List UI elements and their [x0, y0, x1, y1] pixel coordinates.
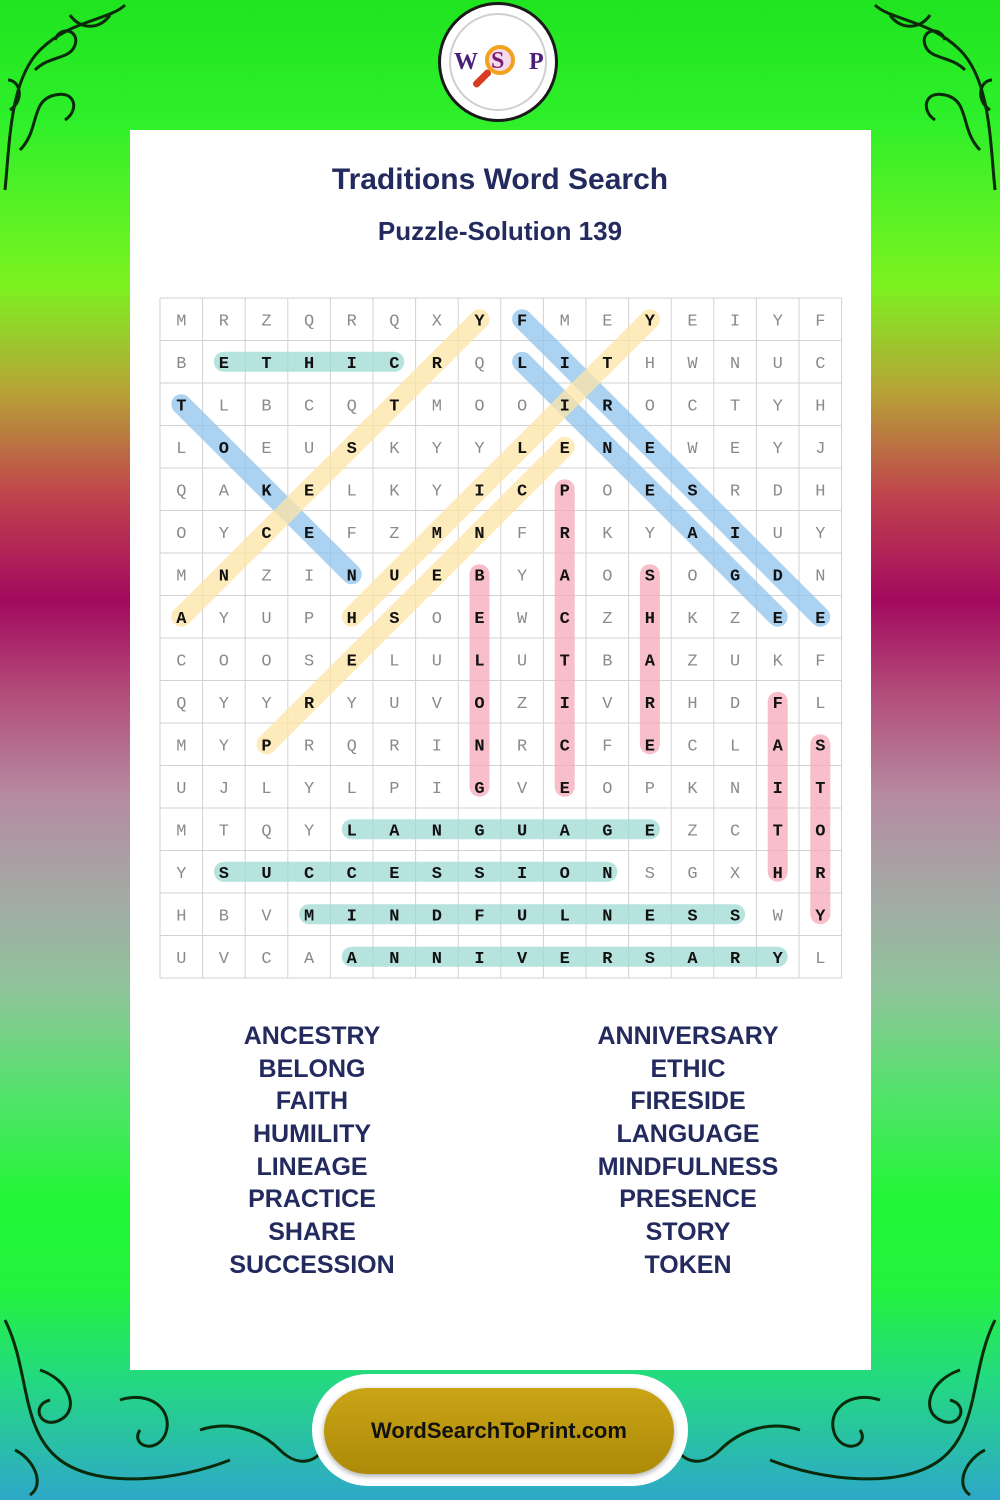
grid-letter: U	[261, 864, 272, 884]
grid-letter: T	[602, 354, 613, 374]
grid-letter: L	[729, 737, 741, 757]
grid-letter: Y	[815, 907, 826, 927]
grid-letter: O	[431, 609, 443, 629]
grid-letter: O	[815, 822, 826, 842]
grid-letter: L	[261, 779, 272, 799]
grid-letter: C	[687, 737, 698, 757]
grid-letter: I	[303, 567, 315, 587]
grid-letter: H	[815, 482, 826, 502]
grid-letter: K	[772, 652, 783, 672]
word-list-item: FIRESIDE	[630, 1087, 746, 1116]
grid-letter: L	[176, 439, 187, 459]
grid-letter: A	[772, 737, 783, 757]
grid-letter: E	[644, 907, 656, 927]
grid-letter: I	[474, 949, 485, 969]
grid-letter: C	[261, 949, 272, 969]
grid-letter: E	[815, 609, 826, 629]
grid-letter: N	[602, 864, 613, 884]
grid-letter: S	[687, 482, 698, 502]
site-link-button[interactable]: WordSearchToPrint.com	[324, 1388, 674, 1474]
grid-letter: S	[644, 567, 656, 587]
grid-letter: E	[218, 354, 230, 374]
grid-letter: D	[729, 694, 741, 714]
grid-letter: A	[687, 524, 698, 544]
grid-letter: C	[303, 397, 315, 417]
grid-letter: A	[176, 609, 187, 629]
grid-letter: I	[559, 694, 570, 714]
grid-letter: C	[729, 822, 741, 842]
grid-letter: O	[516, 397, 528, 417]
grid-letter: F	[516, 524, 528, 544]
grid-letter: R	[346, 312, 357, 332]
grid-letter: W	[772, 907, 783, 927]
grid-letter: X	[431, 312, 443, 332]
grid-letter: U	[516, 652, 528, 672]
grid-letter: A	[559, 822, 570, 842]
grid-letter: T	[176, 397, 187, 417]
grid-letter: G	[474, 822, 485, 842]
word-list-item: ANNIVERSARY	[597, 1022, 779, 1050]
grid-letter: P	[303, 609, 315, 629]
word-list-item: BELONG	[258, 1054, 366, 1083]
grid-letter: H	[176, 907, 187, 927]
grid-letter: O	[176, 524, 187, 544]
grid-letter: N	[602, 439, 613, 459]
grid-letter: I	[516, 864, 528, 884]
grid-letter: R	[602, 949, 613, 969]
grid-letter: E	[474, 609, 485, 629]
grid-letter: T	[772, 822, 783, 842]
grid-letter: E	[559, 439, 570, 459]
word-list-item: LANGUAGE	[616, 1120, 760, 1149]
grid-letter: P	[559, 482, 570, 502]
grid-letter: C	[516, 482, 528, 502]
grid-letter: Z	[261, 567, 272, 587]
grid-letter: E	[559, 779, 570, 799]
grid-letter: E	[303, 524, 315, 544]
grid-letter: U	[772, 524, 783, 544]
grid-letter: N	[218, 567, 230, 587]
grid-letter: U	[261, 609, 272, 629]
grid-letter: E	[303, 482, 315, 502]
grid-letter: R	[389, 737, 400, 757]
logo-letter-w: W	[454, 49, 478, 75]
grid-letter: C	[559, 737, 570, 757]
grid-letter: S	[729, 907, 741, 927]
grid-letter: S	[431, 864, 443, 884]
grid-letter: K	[389, 482, 400, 502]
grid-letter: H	[303, 354, 315, 374]
word-list-item: ANCESTRY	[243, 1022, 381, 1050]
grid-letter: L	[218, 397, 230, 417]
word-list-right	[538, 1020, 838, 1282]
grid-letter: I	[431, 737, 443, 757]
grid-letter: Z	[687, 652, 698, 672]
grid-letter: F	[346, 524, 357, 544]
grid-letter: R	[559, 524, 570, 544]
grid-letter: F	[815, 312, 826, 332]
grid-letter: L	[516, 439, 528, 459]
grid-letter: T	[559, 652, 570, 672]
grid-letter: V	[516, 949, 528, 969]
grid-letter: Y	[431, 482, 443, 502]
grid-letter: R	[644, 694, 656, 714]
grid-letter: R	[729, 482, 741, 502]
grid-letter: Y	[303, 779, 315, 799]
grid-letter: U	[729, 652, 741, 672]
grid-letter: S	[218, 864, 230, 884]
word-list-item: SHARE	[268, 1218, 356, 1247]
grid-letter: O	[559, 864, 570, 884]
grid-letter: S	[644, 864, 656, 884]
grid-letter: Y	[261, 694, 272, 714]
grid-letter: S	[474, 864, 485, 884]
grid-letter: P	[389, 779, 400, 799]
grid-letter: I	[729, 524, 741, 544]
grid-letter: M	[431, 524, 443, 544]
grid-letter: K	[261, 482, 272, 502]
grid-letter: N	[602, 907, 613, 927]
grid-letter: O	[218, 439, 230, 459]
grid-letter: Y	[431, 439, 443, 459]
word-list-item: HUMILITY	[252, 1120, 372, 1149]
grid-letter: Y	[772, 312, 783, 332]
grid-letter: Y	[772, 949, 783, 969]
grid-letter: C	[389, 354, 400, 374]
footer-badge	[312, 1374, 688, 1486]
grid-letter: M	[176, 737, 187, 757]
grid-letter: E	[389, 864, 400, 884]
grid-letter: Y	[516, 567, 528, 587]
grid-letter: Y	[346, 694, 357, 714]
grid-letter: Q	[303, 312, 315, 332]
grid-letter: L	[346, 822, 357, 842]
grid-letter: L	[516, 354, 528, 374]
word-list-item: SUCCESSION	[229, 1250, 395, 1279]
grid-letter: H	[815, 397, 826, 417]
grid-letter: F	[815, 652, 826, 672]
grid-letter: L	[389, 652, 400, 672]
grid-letter: O	[602, 482, 613, 502]
grid-letter: G	[602, 822, 613, 842]
grid-letter: I	[474, 482, 485, 502]
grid-letter: I	[559, 397, 570, 417]
grid-letter: M	[303, 907, 315, 927]
grid-letter: Q	[261, 822, 272, 842]
grid-letter: O	[474, 694, 485, 714]
grid-letter: Z	[261, 312, 272, 332]
grid-letter: Y	[474, 439, 485, 459]
grid-letter: Z	[687, 822, 698, 842]
grid-letter: Y	[218, 694, 230, 714]
grid-letter: U	[389, 694, 400, 714]
grid-letter: H	[346, 609, 357, 629]
grid-letter: I	[559, 354, 570, 374]
grid-letter: U	[176, 779, 187, 799]
grid-letter: Q	[346, 397, 357, 417]
grid-letter: O	[218, 652, 230, 672]
grid-letter: E	[644, 439, 656, 459]
grid-letter: K	[602, 524, 613, 544]
logo-letter-p: P	[529, 49, 544, 75]
grid-letter: B	[176, 354, 187, 374]
grid-letter: X	[729, 864, 741, 884]
grid-letter: R	[815, 864, 826, 884]
grid-letter: T	[389, 397, 400, 417]
grid-letter: N	[346, 567, 357, 587]
grid-letter: Q	[346, 737, 357, 757]
grid-letter: H	[644, 609, 656, 629]
grid-letter: C	[559, 609, 570, 629]
grid-letter: C	[261, 524, 272, 544]
grid-letter: S	[644, 949, 656, 969]
grid-letter: B	[261, 397, 272, 417]
grid-letter: Y	[218, 524, 230, 544]
grid-letter: E	[644, 737, 656, 757]
grid-letter: D	[431, 907, 443, 927]
grid-letter: L	[346, 779, 357, 799]
grid-letter: P	[644, 779, 656, 799]
grid-letter: N	[389, 907, 400, 927]
grid-letter: N	[389, 949, 400, 969]
grid-letter: A	[389, 822, 400, 842]
grid-letter: G	[687, 864, 698, 884]
grid-letter: V	[218, 949, 230, 969]
grid-letter: C	[176, 652, 187, 672]
grid-letter: E	[644, 822, 656, 842]
grid-letter: U	[389, 567, 400, 587]
grid-letter: L	[559, 907, 570, 927]
grid-letter: E	[261, 439, 272, 459]
grid-letter: Y	[644, 312, 656, 332]
grid-letter: C	[687, 397, 698, 417]
grid-letter: F	[474, 907, 485, 927]
grid-letter: C	[303, 864, 315, 884]
word-list-left	[162, 1020, 462, 1282]
grid-letter: Y	[176, 864, 187, 884]
grid-letter: V	[261, 907, 272, 927]
grid-letter: L	[474, 652, 485, 672]
grid-letter: E	[559, 949, 570, 969]
grid-letter: U	[516, 907, 528, 927]
grid-letter: E	[687, 312, 698, 332]
grid-letter: N	[431, 822, 443, 842]
grid-letter: T	[218, 822, 230, 842]
grid-letter: E	[602, 312, 613, 332]
grid-letter: E	[346, 652, 357, 672]
grid-letter: B	[474, 567, 485, 587]
word-list-item: TOKEN	[644, 1250, 732, 1279]
grid-letter: O	[261, 652, 272, 672]
grid-letter: Y	[772, 439, 783, 459]
grid-letter: A	[303, 949, 315, 969]
grid-letter: V	[516, 779, 528, 799]
grid-letter: I	[729, 312, 741, 332]
grid-letter: N	[474, 524, 485, 544]
grid-letter: Z	[389, 524, 400, 544]
grid-letter: E	[729, 439, 741, 459]
grid-letter: F	[516, 312, 528, 332]
grid-letter: G	[474, 779, 485, 799]
grid-letter: R	[303, 694, 315, 714]
grid-letter: Z	[602, 609, 613, 629]
grid-letter: Z	[729, 609, 741, 629]
grid-letter: Y	[218, 737, 230, 757]
grid-letter: A	[346, 949, 357, 969]
grid-letter: W	[687, 354, 698, 374]
grid-letter: D	[772, 567, 783, 587]
grid-letter: Y	[815, 524, 826, 544]
grid-letter: U	[772, 354, 783, 374]
grid-letter: A	[644, 652, 656, 672]
grid-letter: B	[602, 652, 613, 672]
grid-letter: W	[687, 439, 698, 459]
grid-letter: M	[559, 312, 570, 332]
grid-letter: R	[602, 397, 613, 417]
grid-letter: N	[431, 949, 443, 969]
word-list-item: STORY	[645, 1218, 731, 1247]
grid-letter: E	[772, 609, 783, 629]
grid-letter: N	[729, 779, 741, 799]
page-subtitle: Puzzle-Solution 139	[377, 216, 623, 246]
grid-letter: R	[431, 354, 443, 374]
grid-letter: O	[474, 397, 485, 417]
grid-letter: U	[176, 949, 187, 969]
grid-letter: U	[431, 652, 443, 672]
grid-letter: D	[772, 482, 783, 502]
grid-letter: N	[815, 567, 826, 587]
grid-letter: I	[431, 779, 443, 799]
grid-letter: O	[602, 567, 613, 587]
grid-letter: A	[687, 949, 698, 969]
grid-letter: T	[815, 779, 826, 799]
word-list-item: PRACTICE	[248, 1185, 376, 1214]
grid-letter: M	[176, 822, 187, 842]
grid-letter: O	[687, 567, 698, 587]
logo-letter-s: S	[491, 48, 505, 74]
grid-letter: R	[303, 737, 315, 757]
word-list-item: LINEAGE	[256, 1152, 368, 1181]
grid-letter: H	[644, 354, 656, 374]
grid-letter: I	[346, 354, 357, 374]
grid-letter: Q	[474, 354, 485, 374]
grid-letter: O	[644, 397, 656, 417]
grid-letter: H	[772, 864, 783, 884]
grid-letter: Q	[389, 312, 400, 332]
grid-letter: C	[346, 864, 357, 884]
grid-letter: I	[772, 779, 783, 799]
grid-letter: P	[261, 737, 272, 757]
word-list-item: PRESENCE	[619, 1185, 757, 1214]
word-list-item: ETHIC	[650, 1054, 726, 1083]
word-list-item: MINDFULNESS	[597, 1152, 779, 1181]
grid-letter: C	[815, 354, 826, 374]
grid-letter: Y	[644, 524, 656, 544]
grid-letter: J	[815, 439, 826, 459]
grid-letter: L	[346, 482, 357, 502]
grid-letter: T	[729, 397, 741, 417]
grid-letter: Q	[176, 694, 187, 714]
grid-letter: O	[602, 779, 613, 799]
grid-letter: N	[474, 737, 485, 757]
grid-letter: Z	[516, 694, 528, 714]
grid-letter: M	[176, 312, 187, 332]
grid-letter: A	[218, 482, 230, 502]
grid-letter: J	[218, 779, 230, 799]
grid-letter: V	[602, 694, 613, 714]
grid-letter: Y	[218, 609, 230, 629]
grid-letter: G	[729, 567, 741, 587]
grid-letter: A	[559, 567, 570, 587]
grid-letter: Y	[474, 312, 485, 332]
grid-letter: K	[389, 439, 400, 459]
grid-letter: H	[687, 694, 698, 714]
grid-letter: N	[729, 354, 741, 374]
grid-letter: Y	[772, 397, 783, 417]
grid-letter: E	[644, 482, 656, 502]
grid-letter: M	[431, 397, 443, 417]
grid-letter: R	[729, 949, 741, 969]
grid-letter: S	[346, 439, 357, 459]
page-title: Traditions Word Search	[331, 163, 669, 196]
grid-letter: M	[176, 567, 187, 587]
grid-letter: L	[815, 949, 826, 969]
grid-letter: Q	[176, 482, 187, 502]
grid-letter: I	[346, 907, 357, 927]
grid-letter: U	[516, 822, 528, 842]
word-list-item: FAITH	[275, 1087, 349, 1116]
grid-letter: E	[431, 567, 443, 587]
grid-letter: S	[303, 652, 315, 672]
grid-letter: S	[815, 737, 826, 757]
grid-letter: K	[687, 609, 698, 629]
grid-letter: B	[218, 907, 230, 927]
grid-letter: R	[218, 312, 230, 332]
grid-letter: S	[389, 609, 400, 629]
grid-letter: F	[602, 737, 613, 757]
grid-letter: F	[772, 694, 783, 714]
grid-letter: L	[815, 694, 826, 714]
grid-letter: Y	[303, 822, 315, 842]
grid-letter: U	[303, 439, 315, 459]
grid-letter: R	[516, 737, 528, 757]
grid-letter: T	[261, 354, 272, 374]
grid-letter: V	[431, 694, 443, 714]
grid-letter: S	[687, 907, 698, 927]
grid-letter: K	[687, 779, 698, 799]
grid-letter: W	[516, 609, 528, 629]
